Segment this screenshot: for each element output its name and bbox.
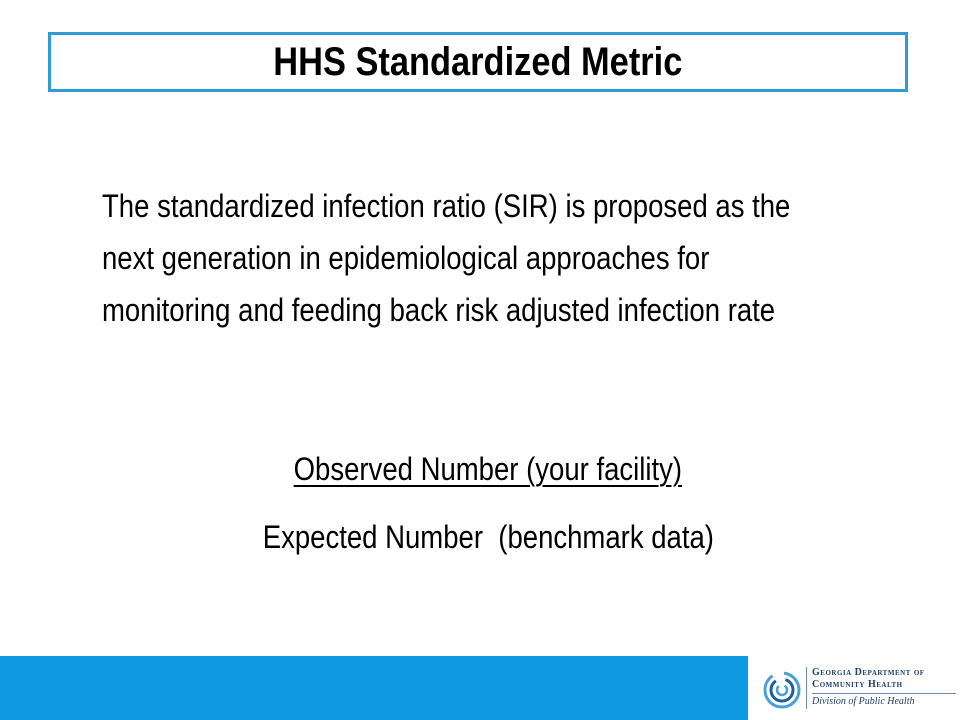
title-box — [48, 32, 908, 92]
body-paragraph: The standardized infection ratio (SIR) is proposed as the next generation in epidemiological approaches for monitoring and feeding back risk adjusted infection rate — [102, 188, 791, 328]
logo-line-2: Community Health — [812, 679, 903, 690]
logo-line-3: Division of Public Health — [812, 693, 956, 709]
logo-swirl-icon — [762, 670, 802, 710]
organization-logo-text — [806, 667, 956, 709]
fraction-denominator — [0, 519, 960, 556]
logo-line-1: Georgia Department of — [812, 667, 925, 678]
denominator-text: Expected Number (benchmark data) — [262, 519, 714, 555]
numerator-text: Observed Number (your facility) — [293, 451, 683, 487]
fraction-numerator — [0, 451, 960, 488]
slide-title: HHS Standardized Metric — [273, 40, 683, 84]
footer-band — [0, 656, 748, 720]
